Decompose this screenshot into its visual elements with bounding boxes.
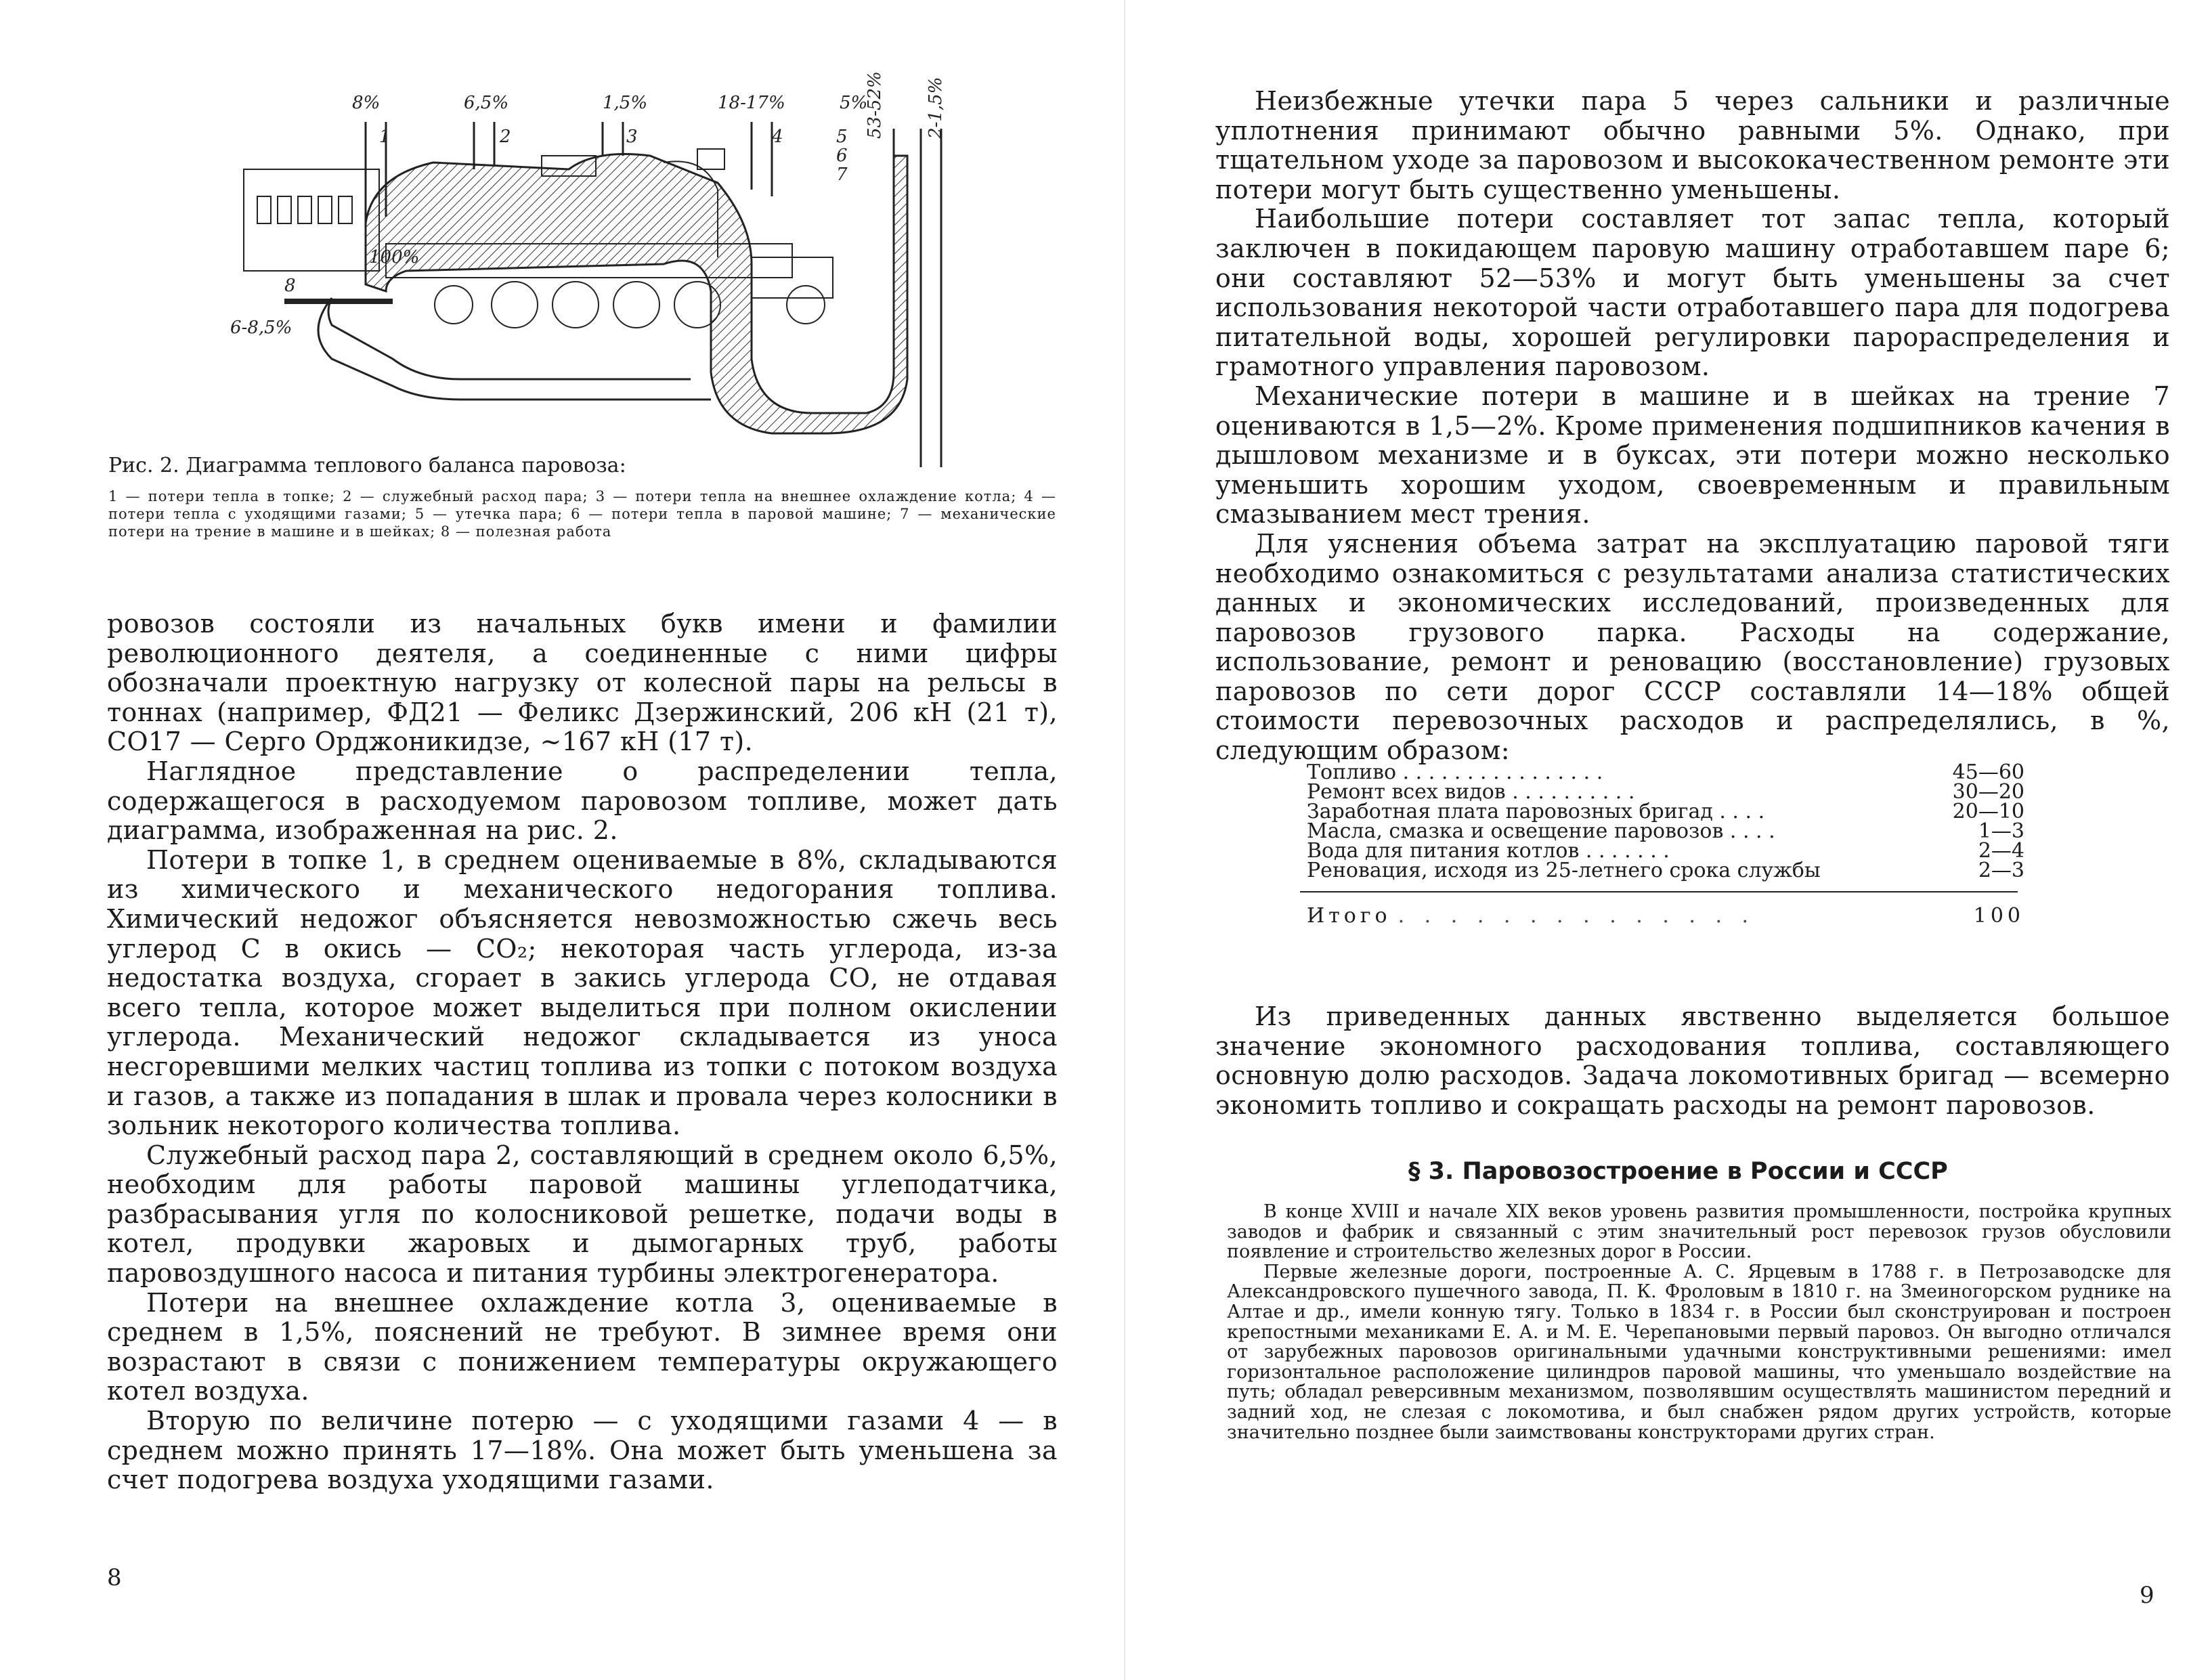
paragraph: Для уяснения объема затрат на эксплуатацию паровой тяги необходимо ознакомиться с результатами анализа статистических данных и экономических исследований, произведенных для паровозов грузового парка. Расходы на содержание, использование, ремонт и реновацию (восстановление) грузовых паровозов по сети дорог СССР составляли 14—18% общей стоимости перевозочных расходов и распределялись, в %, следующим образом: bbox=[1215, 528, 2170, 766]
label-6-5pct: 6,5% bbox=[464, 93, 509, 113]
figure-caption-title: Рис. 2. Диаграмма теплового баланса паровоза: bbox=[108, 454, 626, 477]
paragraph: Наглядное представление о распределении тепла, содержащегося в расходуемом паровозом топливе, может дать диаграмма, изображенная на рис. 2. bbox=[107, 756, 1058, 846]
heat-balance-diagram bbox=[230, 71, 989, 440]
label-2-1-5pct: 2-1,5% bbox=[926, 77, 946, 139]
label-6-8-5pct-text: 6-8,5% bbox=[230, 318, 292, 338]
callout-3: 3 bbox=[626, 127, 638, 147]
table-row bbox=[1307, 841, 2024, 861]
paragraph: Потери в топке 1, в среднем оцениваемые в 8%, складываются из химического и механического недогорания топлива. Химический недожог объясняется невозможностью сжечь весь углерод С в окись — СО₂; некоторая часть углерода, из-за недостатка воздуха, сгорает в закись углерода СО, не отдавая всего тепла, которое может выделиться при полном окислении углерода. Механический недожог складывается из уноса несгоревшими мелких частиц топлива из топки с потоком воздуха и газов, а также из попадания в шлак и провала через колосники в зольник некоторого количества топлива. bbox=[107, 844, 1058, 1141]
label-53-52pct: 53-52% bbox=[865, 71, 885, 139]
paragraph: Наибольшие потери составляет тот запас тепла, который заключен в покидающем паровую машину отработавшем паре 6; они составляют 52—53% и могут быть уменьшены за счет использования некоторой части отработавшего пара для подогрева питательной воды, хорошей регулировки парораспределения и грамотного управления паровозом. bbox=[1215, 204, 2170, 382]
paragraph: Потери на внешнее охлаждение котла 3, оцениваемые в среднем в 1,5%, пояснений не требуют. В зимнее время они возрастают в связи с понижением температуры окружающего котел воздуха. bbox=[107, 1287, 1058, 1406]
table-row bbox=[1307, 802, 2024, 821]
label-18-17pct: 18-17% bbox=[718, 93, 785, 113]
page-number-left: 8 bbox=[107, 1564, 122, 1591]
wheels bbox=[435, 282, 825, 328]
callout-4: 4 bbox=[772, 127, 783, 147]
section-heading: § 3. Паровозостроение в России и СССР bbox=[1408, 1158, 1948, 1185]
figure-caption-legend: 1 — потери тепла в топке; 2 — служебный расход пара; 3 — потери тепла на внешнее охлаждение котла; 4 — потери тепла с уходящими газами; 5 — утечка пара; 6 — потери тепла в паровой машине; 7 — механические потери на трение в машине и в шейках; 8 — полезная работа bbox=[108, 488, 1056, 540]
heat-flow-band bbox=[366, 154, 907, 434]
callout-6: 6 bbox=[836, 146, 848, 166]
paragraph: Неизбежные утечки пара 5 через сальники и различные уплотнения принимают обычно равными 5%. Однако, при тщательном уходе за паровозом и высококачественном ремонте эти потери могут быть существенно уменьшены. bbox=[1215, 86, 2170, 204]
label-8pct: 8% bbox=[352, 93, 381, 113]
table-row bbox=[1307, 821, 2024, 841]
row-label: Ремонт всех видов . . . . . . . . . . bbox=[1307, 780, 1635, 804]
callout-2: 2 bbox=[500, 127, 511, 147]
row-value: 1—3 bbox=[1978, 819, 2024, 843]
row-value: 2—4 bbox=[1978, 839, 2024, 863]
paragraph: В конце XVIII и начале XIX веков уровень развития промышленности, постройка крупных заводов и фабрик и связанный с этим значительный рост перевозок грузов обусловили появление и строительство железных дорог в России. bbox=[1227, 1201, 2171, 1263]
callout-7: 7 bbox=[836, 165, 848, 185]
total-value: 100 bbox=[1973, 904, 2024, 928]
diagram-svg bbox=[230, 71, 989, 440]
callout-8: 8 bbox=[284, 276, 296, 296]
total-label: Итого bbox=[1307, 904, 1391, 928]
book-gutter bbox=[1124, 0, 1125, 1680]
row-label: Масла, смазка и освещение паровозов . . . . bbox=[1307, 819, 1775, 843]
row-label: Топливо . . . . . . . . . . . . . . . . bbox=[1307, 760, 1603, 784]
section-body-text bbox=[1227, 1202, 2171, 1442]
table-total-row bbox=[1307, 906, 2024, 926]
paragraph: Первые железные дороги, построенные А. С. Ярцевым в 1788 г. в Петрозаводске для Александровского пушечного завода, П. К. Фроловым в 1810 г. на Змеиногорском руднике на Алтае и др., имели конную тягу. Только в 1834 г. в России был сконструирован и построен крепостными механиками Е. А. и М. Е. Черепановыми первый паровоз. Он выгодно отличался от зарубежных паровозов оригинальными удачными конструктивными решениями: имел горизонтальное расположение цилиндров паровой машины, что уменьшало воздействие на путь; обладал реверсивным механизмом, позволявшим осуществлять машинистом передний и задний ход, не слезая с локомотива, и был снабжен рядом других устройств, которые значительно позднее были заимствованы конструкторами других стран. bbox=[1227, 1261, 2171, 1443]
paragraph: ровозов состояли из начальных букв имени и фамилии революционного деятеля, а соединенные с ними цифры обозначали проектную нагрузку от колесной пары на рельсы в тоннах (например, ФД21 — Феликс Дзержинский, 206 кН (21 т), СО17 — Серго Орджоникидзе, ~167 кН (17 т). bbox=[107, 609, 1058, 757]
label-5pct: 5% bbox=[840, 93, 868, 113]
row-label: Заработная плата паровозных бригад . . . . bbox=[1307, 800, 1765, 823]
paragraph: Из приведенных данных явственно выделяется большое значение экономного расходования топлива, составляющего основную долю расходов. Задача локомотивных бригад — всемерно экономить топливо и сокращать расходы на ремонт паровозов. bbox=[1215, 1001, 2170, 1120]
table-row bbox=[1307, 861, 2024, 880]
row-value: 20—10 bbox=[1952, 800, 2024, 823]
callout-1: 1 bbox=[379, 127, 391, 147]
callout-5: 5 bbox=[836, 127, 848, 147]
row-label: Вода для питания котлов . . . . . . . bbox=[1307, 839, 1670, 863]
table-row bbox=[1307, 782, 2024, 802]
right-body-text-bottom bbox=[1215, 1002, 2170, 1120]
left-body-text bbox=[107, 609, 1058, 1495]
page-number-right: 9 bbox=[2140, 1582, 2154, 1609]
paragraph: Вторую по величине потерю — с уходящими газами 4 — в среднем можно принять 17—18%. Она может быть уменьшена за счет подогрева воздуха уходящими газами. bbox=[107, 1406, 1058, 1495]
right-body-text-top bbox=[1215, 87, 2170, 766]
row-value: 30—20 bbox=[1952, 780, 2024, 804]
paragraph: Механические потери в машине и в шейках на трение 7 оцениваются в 1,5—2%. Кроме применения подшипников качения в дышловом механизме и в буксах, эти потери можно несколько уменьшить хорошим уходом, своевременным и правильным смазыванием мест трения. bbox=[1215, 381, 2170, 530]
cost-distribution-table bbox=[1307, 762, 2024, 926]
table-row bbox=[1307, 762, 2024, 782]
label-1-5pct: 1,5% bbox=[603, 93, 648, 113]
row-value: 45—60 bbox=[1952, 760, 2024, 784]
row-value: 2—3 bbox=[1978, 859, 2024, 882]
table-divider bbox=[1300, 891, 2018, 892]
total-dots: . . . . . . . . . . . . . . bbox=[1398, 906, 1756, 926]
paragraph: Служебный расход пара 2, составляющий в среднем около 6,5%, необходим для работы паровой машины углеподатчика, разбрасывания угля по колосниковой решетке, подачи воды в котел, продувки жаровых и дымогарных труб, работы паровоздушного насоса и питания турбины электрогенератора. bbox=[107, 1140, 1058, 1289]
row-label: Реновация, исходя из 25-летнего срока службы bbox=[1307, 859, 1821, 882]
